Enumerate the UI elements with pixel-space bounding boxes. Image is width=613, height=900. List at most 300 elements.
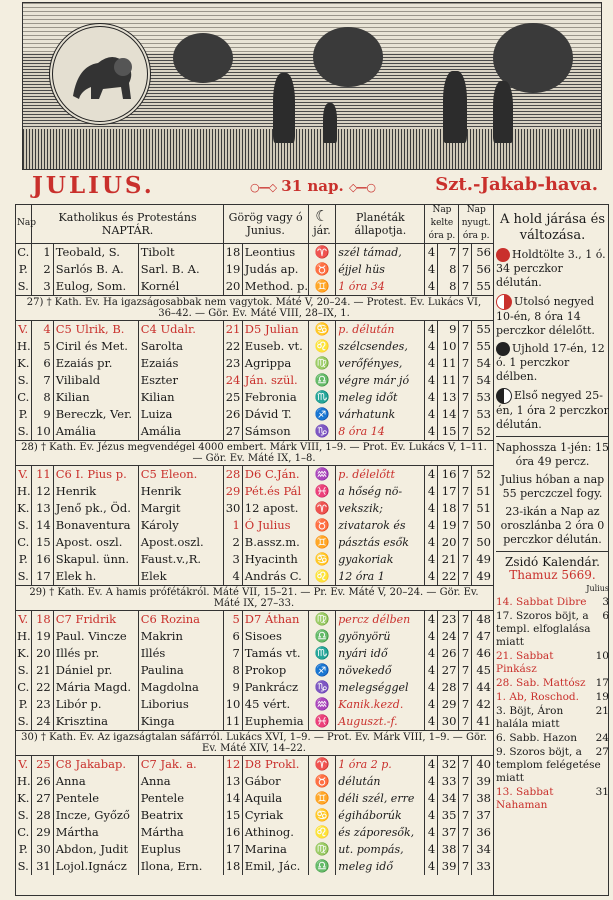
- cell: pásztás esők: [336, 534, 425, 551]
- cell: S.: [15, 713, 32, 731]
- cell: 23: [438, 611, 459, 629]
- cell: 15: [32, 534, 53, 551]
- cell: C7 Jak. a.: [138, 756, 223, 774]
- cell: 42: [476, 697, 491, 711]
- cell: Margit: [138, 500, 223, 517]
- phase-full-moon: Holdtölte 3., 1 ó. 34 perczkor délután.: [496, 248, 606, 289]
- cell: 7: [459, 466, 472, 484]
- cell: 49: [476, 552, 491, 566]
- day-row: [15, 244, 493, 262]
- cell: 7: [459, 628, 472, 645]
- gospel-note: 30) † Kath. Ev. Az igazságtalan sáfárról. Lukács XVI, 1–9. — Prot. Ev. Márk VIII, 1–9. — Gör. Ev. Máté XIV, 14–22.: [15, 731, 493, 756]
- cell: 7: [459, 244, 472, 262]
- jewish-title: Zsidó Kalendár.: [505, 555, 600, 569]
- cell: a hőség nö-: [336, 483, 425, 500]
- cell: 4: [425, 841, 438, 858]
- cell: 4: [425, 790, 438, 807]
- cell: Faust.v.,R.: [138, 551, 223, 568]
- cell: Eszter: [138, 372, 223, 389]
- moon-sign-icon: ♎: [308, 628, 336, 645]
- cell: Bereczk, Ver.: [53, 406, 138, 423]
- cell: 35: [438, 807, 459, 824]
- phase-new-moon: Ujhold 17-én, 12 ó. 1 perczkor délben.: [496, 342, 605, 383]
- day-row: [15, 662, 493, 679]
- cell: 24: [223, 372, 242, 389]
- cell: 4: [425, 389, 438, 406]
- cell: Auguszt.-f.: [336, 713, 425, 731]
- cell: Libór p.: [53, 696, 138, 713]
- cell: 4: [425, 824, 438, 841]
- cell: 23: [32, 696, 53, 713]
- cell: 11: [32, 466, 53, 484]
- cell: Dániel pr.: [53, 662, 138, 679]
- cell: Beatrix: [138, 807, 223, 824]
- cell: H.: [17, 484, 31, 498]
- cell: 4: [425, 858, 438, 875]
- cell: 55: [476, 279, 491, 293]
- day-row: [15, 355, 493, 372]
- cell: 30: [438, 713, 459, 731]
- day-row: [15, 568, 493, 586]
- cell: Magdolna: [138, 679, 223, 696]
- moon-sign-icon: ♋: [308, 551, 336, 568]
- cell: Euplus: [138, 841, 223, 858]
- cell: 7: [459, 645, 472, 662]
- cell: 4: [223, 568, 242, 586]
- cell: C8 Jakabap.: [53, 756, 138, 774]
- moon-sign-icon: ♓: [308, 713, 336, 731]
- cell: Makrin: [138, 628, 223, 645]
- moon-sign-icon: ♌: [308, 824, 336, 841]
- cell: Pentele: [53, 790, 138, 807]
- cell: Krisztina: [53, 713, 138, 731]
- cell: 4: [425, 321, 438, 339]
- cell: Pét.és Pál: [242, 483, 308, 500]
- cell: Emil, Jác.: [242, 858, 308, 875]
- cell: D7 Áthan: [242, 611, 308, 629]
- cell: melegséggel: [336, 679, 425, 696]
- moon-sign-icon: ♍: [308, 355, 336, 372]
- cell: éjjel hüs: [336, 261, 425, 278]
- cell: 21: [223, 321, 242, 339]
- cell: C7 Fridrik: [53, 611, 138, 629]
- cell: 56: [476, 245, 491, 259]
- cell: S.: [15, 662, 32, 679]
- cell: 13: [438, 389, 459, 406]
- cell: 45 vért.: [242, 696, 308, 713]
- cell: 3: [223, 551, 242, 568]
- moon-sign-icon: ♋: [308, 321, 336, 339]
- cell: 22: [32, 679, 53, 696]
- cell: P.: [15, 406, 32, 423]
- cell: 36: [476, 825, 491, 839]
- cell: 24: [438, 628, 459, 645]
- day-row: [15, 423, 493, 441]
- cell: Sarlós B. A.: [53, 261, 138, 278]
- jewish-entry: 3 14. Sabbat Dibre: [496, 596, 609, 608]
- day-row: [15, 841, 493, 858]
- cell: 7: [459, 696, 472, 713]
- cell: 7: [459, 551, 472, 568]
- cell: 37: [438, 824, 459, 841]
- cell: 7: [223, 645, 242, 662]
- cell: P.: [15, 551, 32, 568]
- day-row: [15, 534, 493, 551]
- cell: 30: [32, 841, 53, 858]
- cell: 4: [425, 261, 438, 278]
- cell: 32: [438, 756, 459, 774]
- cell: 7: [459, 372, 472, 389]
- day-length-note: Naphossza 1-jén: 15 óra 49 percz.: [496, 441, 609, 468]
- cell: 7: [459, 389, 472, 406]
- cell: 33: [476, 859, 491, 873]
- cell: 4: [425, 355, 438, 372]
- gospel-note: 27) † Kath. Ev. Ha igazságosabbak nem vagytok. Máté V, 20–24. — Protest. Ev. Lukács VI, 36–42. — Gör. Ev. Máté VIII, 28–IX, 1.: [15, 296, 493, 321]
- cell: 7: [459, 423, 472, 441]
- cell: 33: [438, 773, 459, 790]
- cell: és záporesők,: [336, 824, 425, 841]
- cell: 8: [438, 278, 459, 296]
- cell: Elek: [138, 568, 223, 586]
- cell: 4: [425, 713, 438, 731]
- moon-sign-icon: ♍: [308, 841, 336, 858]
- cell: 38: [476, 791, 491, 805]
- cell: 7: [459, 824, 472, 841]
- cell: 13: [32, 500, 53, 517]
- cell: 26: [438, 645, 459, 662]
- cell: p. délután: [336, 321, 425, 339]
- first-quarter-icon: [496, 388, 512, 404]
- day-row: [15, 628, 493, 645]
- cell: Mártha: [138, 824, 223, 841]
- cell: P.: [15, 841, 32, 858]
- cell: Anna: [138, 773, 223, 790]
- day-row: [15, 790, 493, 807]
- cell: 1: [32, 244, 53, 262]
- cell: 4: [425, 568, 438, 586]
- cell: 4: [425, 773, 438, 790]
- cell: Gábor: [242, 773, 308, 790]
- cell: 8: [32, 389, 53, 406]
- cell: 7: [459, 517, 472, 534]
- days-count: ○—◇ 31 nap. ◇—○: [250, 177, 376, 195]
- jewish-entry: 10 21. Sabbat Pinkász: [496, 650, 609, 675]
- cell: Ilona, Ern.: [138, 858, 223, 875]
- moon-sign-icon: ♏: [308, 389, 336, 406]
- cell: Henrik: [53, 483, 138, 500]
- gospel-note-row: [15, 296, 493, 321]
- cell: Anna: [53, 773, 138, 790]
- cell: Ciril és Met.: [53, 338, 138, 355]
- cell: 4: [425, 423, 438, 441]
- cell: V.: [15, 466, 32, 484]
- jewish-entry: 21 3. Böjt, Áron halála miatt: [496, 705, 609, 730]
- cell: C4 Udalr.: [138, 321, 223, 339]
- cell: Pankrácz: [242, 679, 308, 696]
- cell: 9: [438, 321, 459, 339]
- moon-sign-icon: ♈: [308, 756, 336, 774]
- cell: Jenő pk., Öd.: [53, 500, 138, 517]
- cell: Ján. szül.: [242, 372, 308, 389]
- moon-sign-icon: ♎: [308, 372, 336, 389]
- cell: Hyacinth: [242, 551, 308, 568]
- cell: 4: [425, 372, 438, 389]
- cell: gyakoriak: [336, 551, 425, 568]
- cell: Kilian: [138, 389, 223, 406]
- col-rise: Nap kelte óra p.: [425, 204, 459, 244]
- cell: 18: [438, 500, 459, 517]
- cell: 46: [476, 646, 491, 660]
- moon-sign-icon: ♒: [308, 696, 336, 713]
- col-catholic: Katholikus és Protestáns NAPTÁR.: [32, 204, 223, 244]
- cell: D6 C.Ján.: [242, 466, 308, 484]
- cell: 52: [476, 467, 491, 481]
- col-planet: Planéták állapotja.: [336, 204, 425, 244]
- cell: Ezaiás pr.: [53, 355, 138, 372]
- cell: Apost.oszl.: [138, 534, 223, 551]
- day-row: [15, 466, 493, 484]
- cell: 4: [425, 807, 438, 824]
- cell: 7: [459, 568, 472, 586]
- cell: Ezaiás: [138, 355, 223, 372]
- cell: 7: [459, 261, 472, 278]
- cell: 3: [32, 278, 53, 296]
- day-row: [15, 551, 493, 568]
- moon-sign-icon: ♎: [308, 858, 336, 875]
- cell: 20: [32, 645, 53, 662]
- cell: Skapul. ünn.: [53, 551, 138, 568]
- cell: 27: [32, 790, 53, 807]
- cell: 4: [425, 534, 438, 551]
- cell: vekszik;: [336, 500, 425, 517]
- cell: 7: [459, 406, 472, 423]
- cell: 24: [32, 713, 53, 731]
- cell: 14: [438, 406, 459, 423]
- cell: déli szél, erre: [336, 790, 425, 807]
- cell: Aquila: [242, 790, 308, 807]
- cell: 16: [32, 551, 53, 568]
- cell: Amália: [138, 423, 223, 441]
- cell: 12: [223, 756, 242, 774]
- cell: 9: [223, 679, 242, 696]
- cell: 4: [425, 696, 438, 713]
- cell: Károly: [138, 517, 223, 534]
- cell: 8 óra 14: [336, 423, 425, 441]
- cell: Henrik: [138, 483, 223, 500]
- cell: 26: [32, 773, 53, 790]
- cell: 44: [476, 680, 491, 694]
- cell: 56: [476, 262, 491, 276]
- cell: 4: [425, 278, 438, 296]
- cell: verőfényes,: [336, 355, 425, 372]
- cell: 4: [425, 500, 438, 517]
- jewish-entry: 19 1. Ab, Roschod.: [496, 691, 609, 703]
- cell: 23: [223, 355, 242, 372]
- cell: Elek h.: [53, 568, 138, 586]
- cell: 50: [476, 535, 491, 549]
- cell: 47: [476, 629, 491, 643]
- col-set: Nap nyugt. óra p.: [459, 204, 493, 244]
- cell: Illés: [138, 645, 223, 662]
- cell: 6: [223, 628, 242, 645]
- cell: 7: [459, 321, 472, 339]
- jewish-entry: 17 28. Sab. Mattósz: [496, 677, 609, 689]
- cell: 39: [476, 774, 491, 788]
- cell: C.: [15, 389, 32, 406]
- cell: 7: [32, 372, 53, 389]
- cell: Tibolt: [138, 244, 223, 262]
- cell: 27: [438, 662, 459, 679]
- cell: Euphemia: [242, 713, 308, 731]
- cell: 18: [32, 611, 53, 629]
- cell: Ó Julius: [242, 517, 308, 534]
- cell: 25: [223, 389, 242, 406]
- month-title: JULIUS.: [32, 172, 155, 199]
- cell: 11: [438, 355, 459, 372]
- cell: Lojol.Ignácz: [53, 858, 138, 875]
- moon-sign-icon: ♐: [308, 406, 336, 423]
- cell: Abdon, Judit: [53, 841, 138, 858]
- cell: Kanik.kezd.: [336, 696, 425, 713]
- sidebar: [496, 204, 609, 813]
- cell: C6 Rozina: [138, 611, 223, 629]
- gospel-note-row: [15, 731, 493, 756]
- cell: 7: [459, 773, 472, 790]
- cell: 21: [438, 551, 459, 568]
- cell: Athinog.: [242, 824, 308, 841]
- gospel-note: 28) † Kath. Ev. Jézus megvendégel 4000 embert. Márk VIII, 1–9. — Prot. Ev. Lukács V, 1–11. — Gör. Ev. Máté IX, 1–8.: [15, 441, 493, 466]
- moon-sign-icon: ♒: [308, 466, 336, 484]
- cell: 4: [425, 756, 438, 774]
- cell: 7: [459, 807, 472, 824]
- cell: H.: [17, 774, 31, 788]
- cell: 7: [459, 278, 472, 296]
- day-row: [15, 406, 493, 423]
- cell: ut. pompás,: [336, 841, 425, 858]
- cell: 10: [223, 696, 242, 713]
- cell: 9: [32, 406, 53, 423]
- zodiac-note: 23-ikán a Nap az oroszlánba 2 óra 0 perczkor délután.: [500, 505, 605, 546]
- cell: Vilibald: [53, 372, 138, 389]
- cell: 6: [32, 355, 53, 372]
- cell: Method. p.: [242, 278, 308, 296]
- col-greek: Görög vagy ó Junius.: [223, 204, 308, 244]
- day-row: [15, 611, 493, 629]
- cell: V.: [15, 611, 32, 629]
- cell: Dávid T.: [242, 406, 308, 423]
- cell: 55: [476, 339, 491, 353]
- cell: K.: [15, 790, 32, 807]
- cell: 4: [425, 645, 438, 662]
- cell: Sámson: [242, 423, 308, 441]
- cell: 37: [476, 808, 491, 822]
- moon-sign-icon: ♉: [308, 773, 336, 790]
- cell: 12 óra 1: [336, 568, 425, 586]
- cell: B.assz.m.: [242, 534, 308, 551]
- cell: 28: [223, 466, 242, 484]
- moon-sign-icon: ♊: [308, 534, 336, 551]
- cell: Mária Magd.: [53, 679, 138, 696]
- cell: 20: [223, 278, 242, 296]
- cell: 2: [223, 534, 242, 551]
- cell: 12: [32, 483, 53, 500]
- cell: 40: [476, 757, 491, 771]
- cell: Teobald, S.: [53, 244, 138, 262]
- cell: 4: [425, 483, 438, 500]
- phase-last-quarter: Utolsó negyed 10-én, 8 óra 14 perczkor délelőtt.: [496, 295, 595, 337]
- cell: égiháborúk: [336, 807, 425, 824]
- cell: Sarl. B. A.: [138, 261, 223, 278]
- cell: 18: [223, 858, 242, 875]
- moon-sign-icon: ♊: [308, 278, 336, 296]
- cell: Cyriak: [242, 807, 308, 824]
- cell: Kornél: [138, 278, 223, 296]
- cell: 10: [438, 338, 459, 355]
- cell: 1 óra 34: [336, 278, 425, 296]
- cell: H.: [17, 339, 31, 353]
- day-row: [15, 807, 493, 824]
- day-row: [15, 278, 493, 296]
- cell: 7: [459, 713, 472, 731]
- cell: Apost. oszl.: [53, 534, 138, 551]
- cell: 7: [459, 841, 472, 858]
- day-row: [15, 858, 493, 875]
- cell: zivatarok és: [336, 517, 425, 534]
- sun-decrease-note: Julius hóban a nap 55 perczczel fogy.: [500, 473, 605, 500]
- day-row: [15, 517, 493, 534]
- moon-sign-icon: ♑: [308, 423, 336, 441]
- cell: 7: [459, 338, 472, 355]
- cell: 51: [476, 501, 491, 515]
- cell: 19: [32, 628, 53, 645]
- cell: 17: [438, 483, 459, 500]
- cell: Illés pr.: [53, 645, 138, 662]
- cell: 51: [476, 484, 491, 498]
- cell: nyári idő: [336, 645, 425, 662]
- jewish-entry: 27 9. Szoros böjt, a templom felégetése miatt: [496, 746, 609, 784]
- cell: C.: [15, 534, 32, 551]
- cell: meleg időt: [336, 389, 425, 406]
- moon-sign-icon: ♑: [308, 679, 336, 696]
- month-saint-name: Szt.-Jakab-hava.: [435, 174, 598, 195]
- cell: 29: [438, 696, 459, 713]
- cell: 38: [438, 841, 459, 858]
- cell: 22: [438, 568, 459, 586]
- cell: 11: [223, 713, 242, 731]
- cell: C5 Eleon.: [138, 466, 223, 484]
- day-row: [15, 679, 493, 696]
- cell: 19: [223, 261, 242, 278]
- day-row: [15, 773, 493, 790]
- cell: C5 Ulrik, B.: [53, 321, 138, 339]
- cell: S.: [15, 372, 32, 389]
- jewish-month: Thamuz 5669.: [509, 568, 596, 582]
- cell: Mártha: [53, 824, 138, 841]
- cell: 7: [459, 756, 472, 774]
- cell: D5 Julian: [242, 321, 308, 339]
- cell: Kinga: [138, 713, 223, 731]
- cell: 16: [223, 824, 242, 841]
- moon-sign-icon: ♏: [308, 645, 336, 662]
- cell: 8: [223, 662, 242, 679]
- cell: 41: [476, 714, 491, 728]
- cell: Paulina: [138, 662, 223, 679]
- leo-medallion: [49, 23, 151, 125]
- cell: Euseb. vt.: [242, 338, 308, 355]
- cell: 19: [438, 517, 459, 534]
- cell: 7: [459, 611, 472, 629]
- cell: 54: [476, 356, 491, 370]
